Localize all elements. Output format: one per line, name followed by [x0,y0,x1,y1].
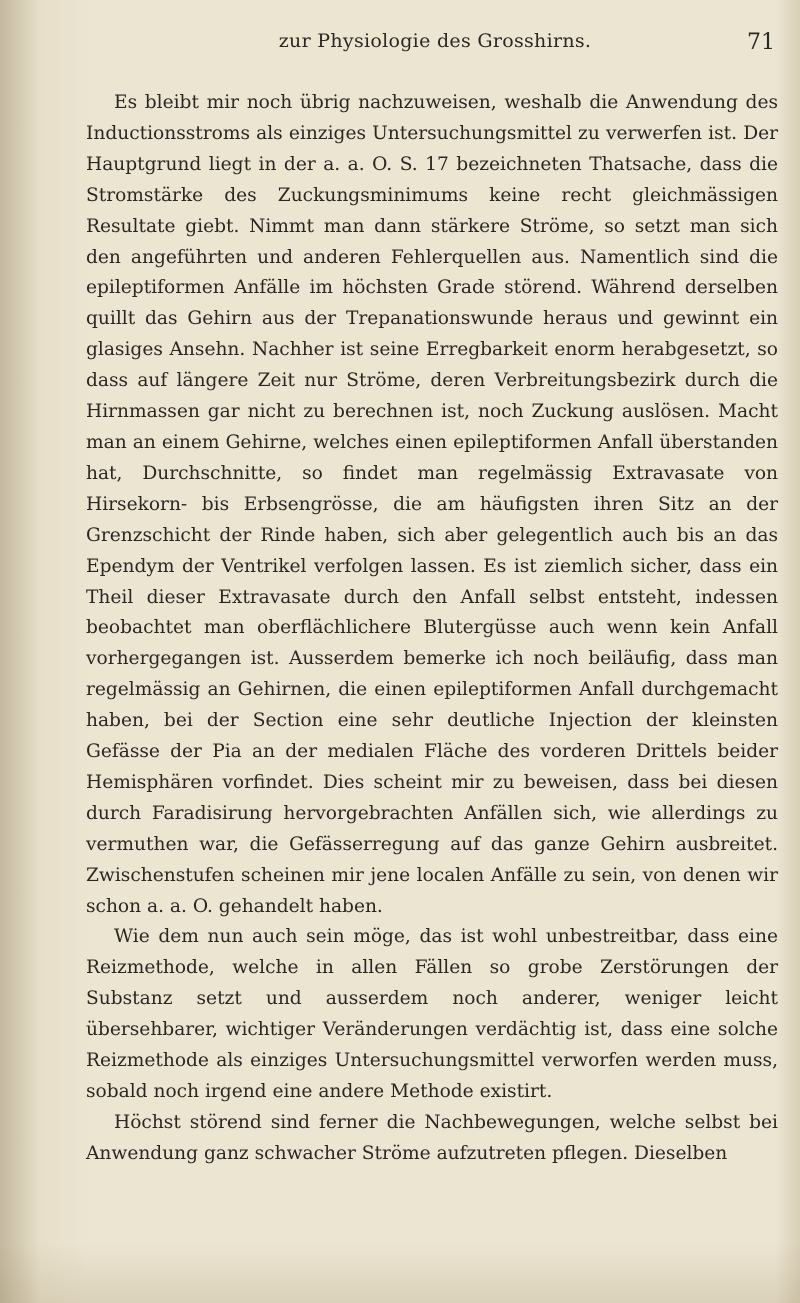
paragraph-3: Höchst störend sind ferner die Nachbewegungen, welche selbst bei Anwendung ganz schwacher Ströme aufzutreten pflegen. Dieselben [86,1111,778,1164]
paragraph-2: Wie dem nun auch sein möge, das ist wohl unbestreitbar, dass eine Reizmethode, welche in allen Fällen so grobe Zerstörungen der Substanz setzt und ausserdem noch anderer, weniger leicht übersehbarer, wichtiger Veränderungen verdächtig ist, dass eine solche Reizmethode als einziges Untersuchungsmittel verworfen werden muss, sobald noch irgend eine andere Methode existirt. [86,926,778,1102]
running-title: zur Physiologie des Grosshirns. [278,30,592,52]
page-number: 71 [747,30,775,55]
paragraph-1: Es bleibt mir noch übrig nachzuweisen, weshalb die Anwendung des Inductionsstroms als einziges Untersuchungsmittel zu verwerfen ist. Der Hauptgrund liegt in der a. a. O. S. 17 bezeichneten Thatsache, dass die Stromstärke des Zuckungsminimums keine recht gleichmässigen Resultate giebt. Nimmt man dann stärkere Ströme, so setzt man sich den angeführten und anderen Fehlerquellen aus. Namentlich sind die epileptiformen Anfälle im höchsten Grade störend. Während derselben quillt das Gehirn aus der Trepanationswunde heraus und gewinnt ein glasiges Ansehn. Nachher ist seine Erregbarkeit enorm herabgesetzt, so dass auf längere Zeit nur Ströme, deren Verbreitungsbezirk durch die Hirnmassen gar nicht zu berechnen ist, noch Zuckung auslösen. Macht man an einem Gehirne, welches einen epileptiformen Anfall überstanden hat, Durchschnitte, so findet man regelmässig Extravasate von Hirsekorn- bis Erbsengrösse, die am häufigsten ihren Sitz an der Grenzschicht der Rinde haben, sich aber gelegentlich auch bis an das Ependym der Ventrikel verfolgen lassen. Es ist ziemlich sicher, dass ein Theil dieser Extravasate durch den Anfall selbst entsteht, indessen beobachtet man oberflächlichere Blutergüsse auch wenn kein Anfall vorhergegangen ist. Ausserdem bemerke ich noch beiläufig, dass man regelmässig an Gehirnen, die einen epileptiformen Anfall durchgemacht haben, bei der Section eine sehr deutliche Injection der kleinsten Gefässe der Pia an der medialen Fläche des vorderen Drittels beider Hemisphären vorfindet. Dies scheint mir zu beweisen, dass bei diesen durch Faradisirung hervorgebrachten Anfällen sich, wie allerdings zu vermuthen war, die Gefässerregung auf das ganze Gehirn ausbreitet. Zwischenstufen scheinen mir jene localen Anfälle zu sein, von denen wir schon a. a. O. gehandelt haben. [86,92,778,917]
body-text [86,88,778,1170]
page-header [95,30,775,60]
